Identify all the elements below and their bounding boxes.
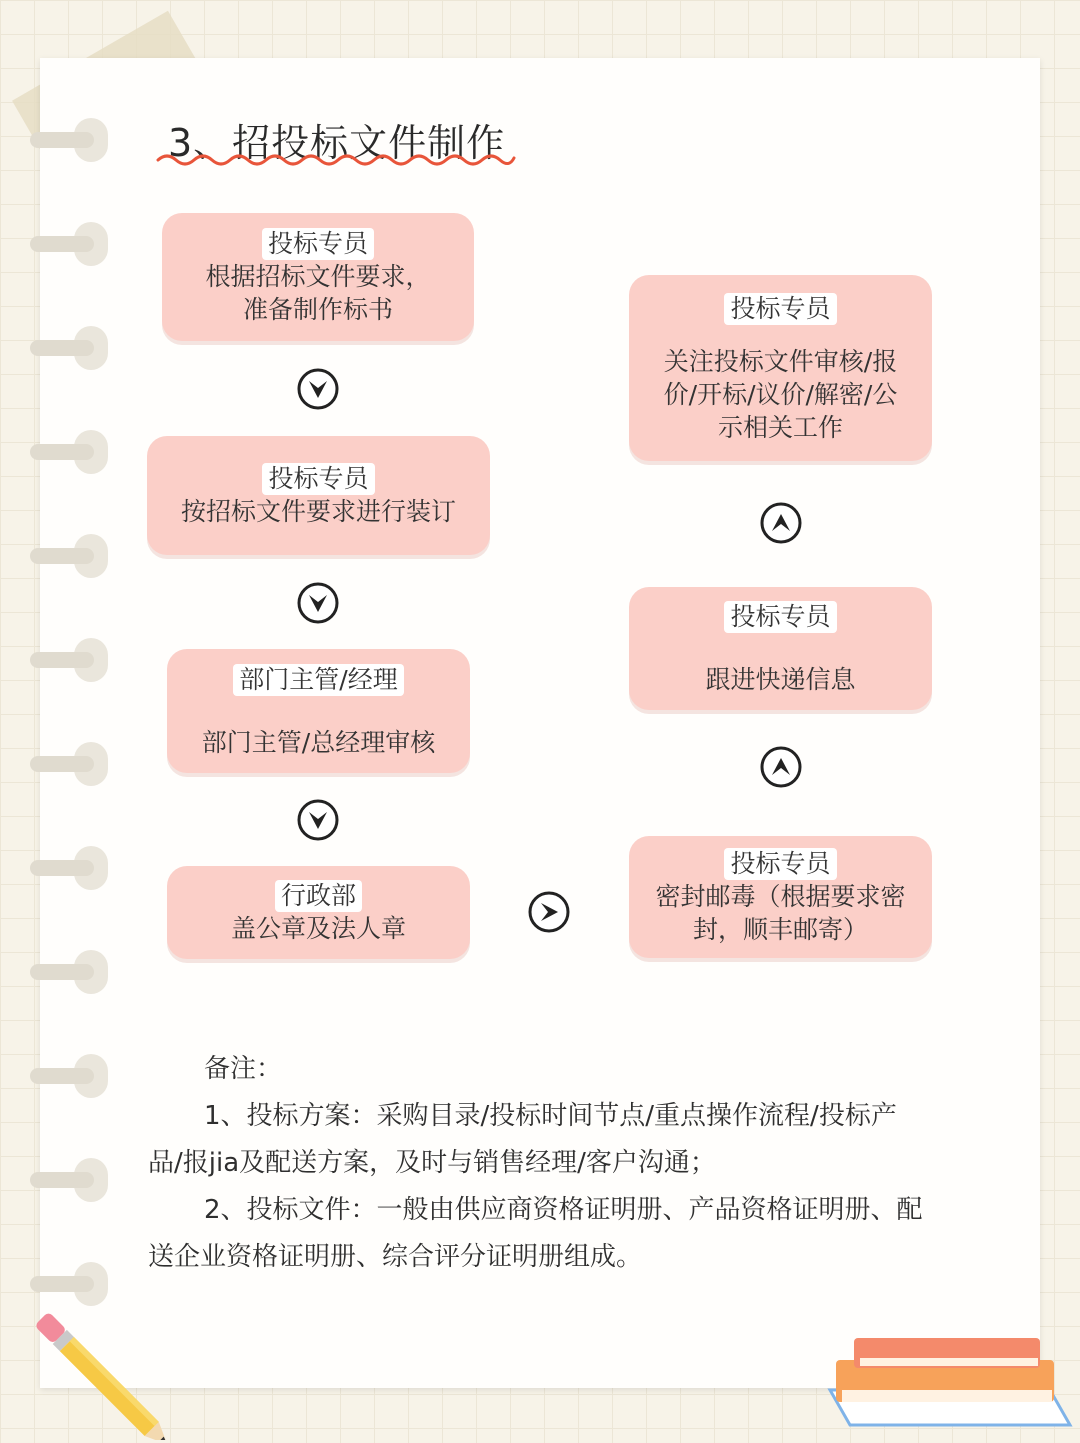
title-underline-wave xyxy=(156,152,516,168)
node-description: 根据招标文件要求， 准备制作标书 xyxy=(205,262,431,324)
books-illustration xyxy=(820,1330,1078,1440)
node-role-tag: 投标专员 xyxy=(724,848,836,880)
node-role-tag: 投标专员 xyxy=(262,228,374,260)
node-description: 按招标文件要求进行装订 xyxy=(180,497,456,526)
node-description: 关注投标文件审核/报 价/开标/议价/解密/公 示相关工作 xyxy=(663,346,898,442)
node-role-tag: 投标专员 xyxy=(724,293,836,325)
notes-heading: 备注： xyxy=(204,1054,283,1084)
binder-ring xyxy=(30,118,108,162)
flow-node-binding xyxy=(147,436,490,555)
chevron-up-circle-icon xyxy=(759,745,803,789)
node-role-tag: 行政部 xyxy=(275,880,362,912)
page-title: 3、招投标文件制作 xyxy=(168,121,506,165)
node-description: 密封邮毒（根据要求密 封，顺丰邮寄） xyxy=(655,882,906,944)
node-description: 盖公章及法人章 xyxy=(230,914,406,943)
node-role-tag: 部门主管/经理 xyxy=(233,664,403,696)
pencil-illustration xyxy=(20,1300,170,1440)
chevron-down-circle-icon xyxy=(296,798,340,842)
binder-ring xyxy=(30,846,108,890)
flow-node-follow-up-work xyxy=(629,275,932,461)
binder-ring xyxy=(30,950,108,994)
node-role-tag: 投标专员 xyxy=(724,601,836,633)
binder-ring xyxy=(30,326,108,370)
flow-node-prepare-bid xyxy=(162,213,474,341)
chevron-right-circle-icon xyxy=(527,890,571,934)
binder-ring xyxy=(30,742,108,786)
chevron-down-circle-icon xyxy=(296,581,340,625)
flow-node-manager-review xyxy=(167,649,470,773)
binder-ring xyxy=(30,430,108,474)
notes-item: 1、投标方案：采购目录/投标时间节点/重点操作流程/投标产品/报jia及配送方案，及时与销售经理/客户沟通； xyxy=(148,1101,897,1178)
notes-item: 2、投标文件：一般由供应商资格证明册、产品资格证明册、配送企业资格证明册、综合评分证明册组成。 xyxy=(148,1195,923,1272)
node-role-tag: 投标专员 xyxy=(262,463,374,495)
binder-ring xyxy=(30,638,108,682)
node-description: 部门主管/总经理审核 xyxy=(201,727,436,757)
node-description: 跟进快递信息 xyxy=(705,665,856,694)
flow-node-seal-and-mail xyxy=(629,836,932,958)
chevron-up-circle-icon xyxy=(759,501,803,545)
binder-ring xyxy=(30,222,108,266)
flow-node-official-seal xyxy=(167,866,470,959)
binder-ring xyxy=(30,534,108,578)
binder-ring xyxy=(30,1158,108,1202)
notes-section xyxy=(148,1046,928,1281)
chevron-down-circle-icon xyxy=(296,367,340,411)
flow-node-track-delivery xyxy=(629,587,932,710)
binder-ring xyxy=(30,1054,108,1098)
